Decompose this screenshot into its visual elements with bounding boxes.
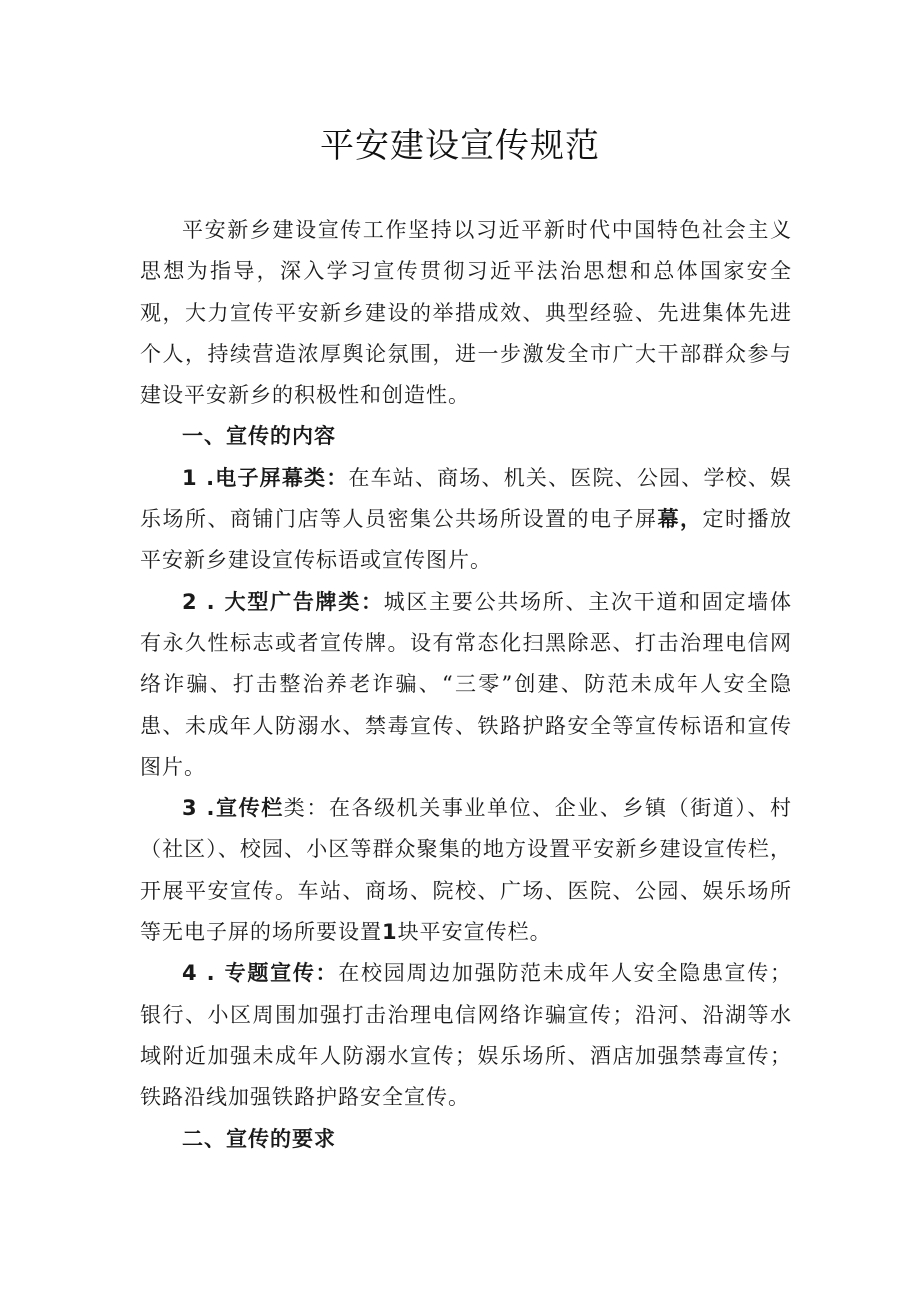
item-text: 城区主要公共场所、主次干道和固定墙体有永久性标志或者宣传牌。设有常态化扫黑除恶、打击治理电信网络诈骗、打击整治养老诈骗、“三零”创建、防范未成年人安全隐患、未成年人防溺水、禁毒宣传、铁路护路安全等宣传标语和宣传图片。 — [140, 589, 792, 779]
intro-paragraph: 平安新乡建设宣传工作坚持以习近平新时代中国特色社会主义思想为指导，深入学习宣传贯彻习近平法治思想和总体国家安全观，大力宣传平安新乡建设的举措成效、典型经验、先进集体先进个人，持续营造浓厚舆论氛围，进一步激发全市广大干部群众参与建设平安新乡的积极性和创造性。 — [140, 218, 792, 408]
item-bulletin-boards — [140, 788, 792, 953]
document-title: 平安建设宣传规范 — [320, 126, 600, 166]
section-heading-requirements: 二、宣传的要求 — [182, 1126, 336, 1151]
item-tail: 定时播放平安新乡建设宣传标语或宣传图片。 — [140, 507, 792, 573]
item-tail: 块平安宣传栏。 — [397, 920, 552, 945]
item-text: 在校园周边加强防范未成年人安全隐患宣传；银行、小区周围加强打击治理电信网络诈骗宣传；沿河、沿湖等水域附近加强未成年人防溺水宣传；娱乐场所、酒店加强禁毒宣传；铁路沿线加强铁路护路安全宣传。 — [140, 961, 793, 1110]
item-electronic-screens — [140, 458, 792, 582]
section-heading-content: 一、宣传的内容 — [182, 424, 336, 449]
item-special-campaigns — [140, 953, 792, 1118]
item-billboards — [140, 582, 792, 788]
item-text: 类：在各级机关事业单位、企业、乡镇（街道）、村（社区）、校园、小区等群众聚集的地方设置平安新乡建设宣传栏，开展平安宣传。车站、商场、院校、广场、医院、公园、娱乐场所等无电子屏的场所要设置 — [140, 796, 793, 945]
item-lead: 4 . 专题宣传： — [182, 961, 339, 986]
item-lead: 1 .电子屏幕类： — [182, 465, 349, 490]
item-bold-tail: 1 — [382, 920, 398, 945]
item-lead: 3 .宣传栏 — [182, 796, 284, 821]
item-lead: 2 . 大型广告牌类： — [182, 589, 384, 614]
document-body — [140, 210, 792, 1160]
item-text: 在车站、商场、机关、医院、公园、学校、娱乐场所、商铺门店等人员密集公共场所设置的电子屏 — [140, 465, 793, 532]
item-bold-tail: 幕， — [657, 507, 703, 532]
